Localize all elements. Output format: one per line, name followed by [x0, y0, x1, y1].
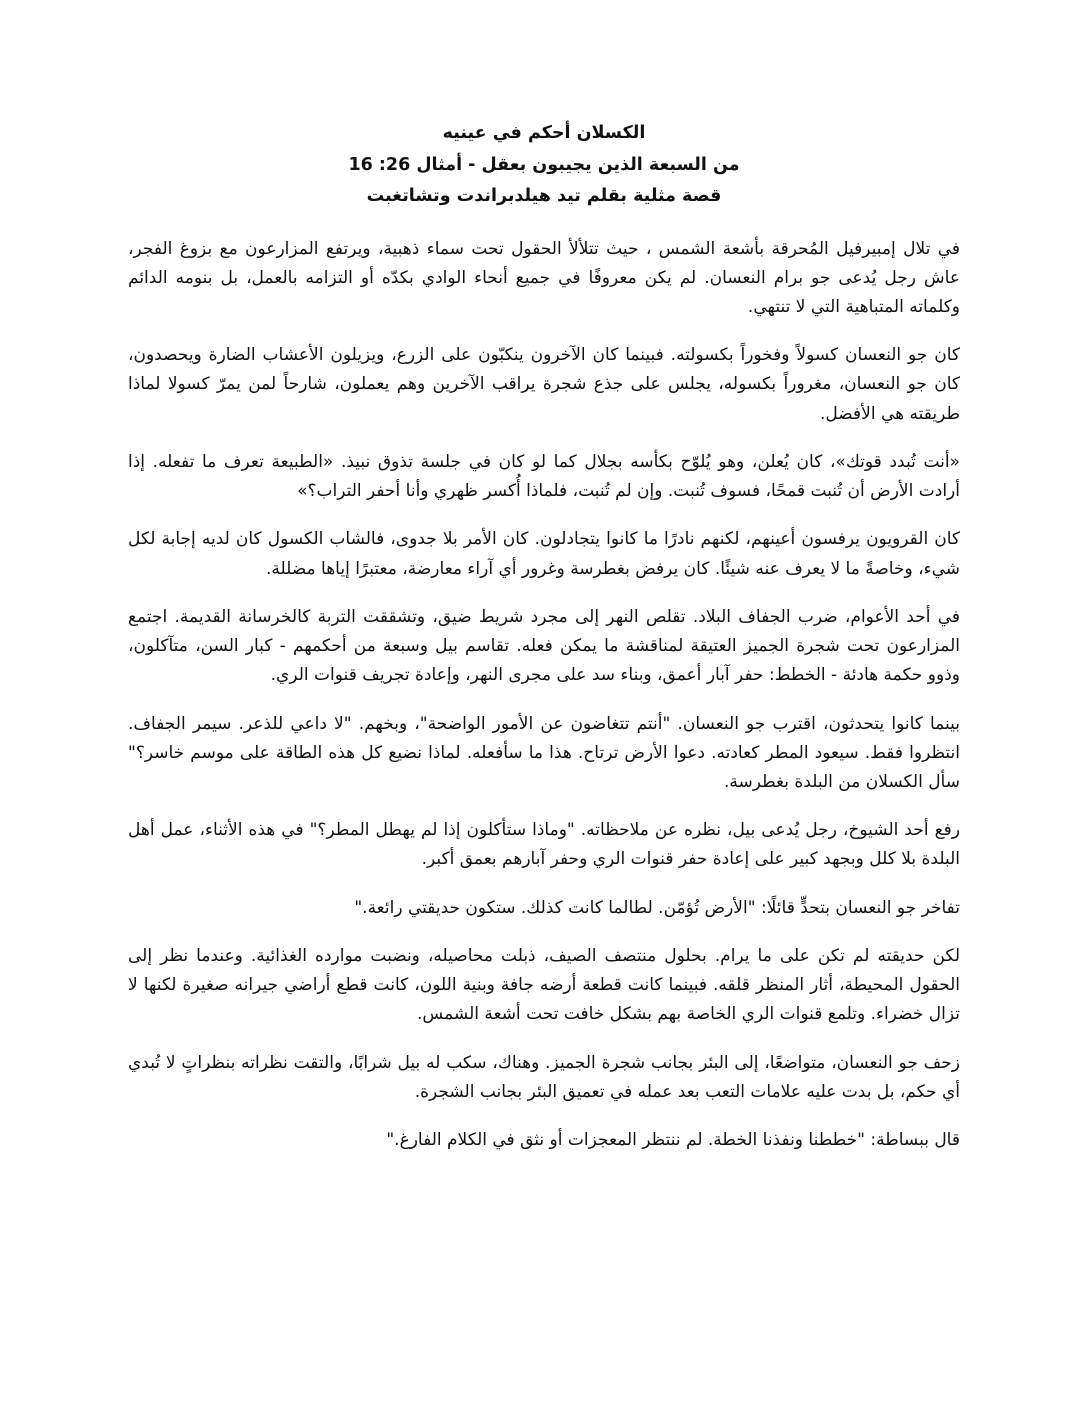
paragraph-1: في تلال إمبيرفيل المُحرقة بأشعة الشمس ، حيث تتلألأ الحقول تحت سماء ذهبية، ويرتفع المزارعون مع بزوغ الفجر، عاش رجل يُدعى جو برام النعسان. لم يكن معروفًا في جميع أنحاء الوادي بكدّه أو التزامه بالعمل، بل بنومه الدائم وكلماته المتباهية التي لا تنتهي. — [128, 238, 960, 317]
document-title: الكسلان أحكم في عينيه — [442, 123, 646, 143]
paragraph-11: قال ببساطة: "خططنا ونفذنا الخطة. لم ننتظر المعجزات أو نثق في الكلام الفارغ." — [386, 1130, 960, 1151]
paragraph-10: زحف جو النعسان، متواضعًا، إلى البئر بجانب شجرة الجميز. وهناك، سكب له بيل شرابًا، والتقت نظراته بنظراتٍ لا تُبدي أي حكم، بل بدت عليه علامات التعب بعد عمله في تعميق البئر بجانب الشجرة. — [128, 1052, 960, 1102]
paragraph-5: في أحد الأعوام، ضرب الجفاف البلاد. تقلص النهر إلى مجرد شريط ضيق، وتشققت التربة كالخرسانة القديمة. اجتمع المزارعون تحت شجرة الجميز العتيقة لمناقشة ما يمكن فعله. تقاسم بيل وسبعة من أحكمهم - كبار السن، متآكلون، وذوو حكمة هادئة - الخطط: حفر آبار أعمق، وبناء سد على مجرى النهر، وإعادة تجريف قنوات الري. — [128, 606, 960, 686]
document-byline: قصة مثلية بقلم تيد هيلدبراندت وتشاتغبت — [366, 186, 722, 206]
title-block — [128, 118, 960, 213]
paragraph-8: تفاخر جو النعسان بتحدٍّ قائلًا: "الأرض تُؤمّن. لطالما كانت كذلك. ستكون حديقتي رائعة." — [354, 897, 960, 918]
document-body — [128, 235, 960, 1156]
paragraph-6: بينما كانوا يتحدثون، اقترب جو النعسان. "أنتم تتغاضون عن الأمور الواضحة"، وبخهم. "لا داعي للذعر. سيمر الجفاف. انتظروا فقط. سيعود المطر كعادته. دعوا الأرض ترتاح. هذا ما سأفعله. لماذا نضيع كل هذه الطاقة على موسم خاسر؟" سأل الكسلان من البلدة بغطرسة. — [128, 713, 960, 793]
paragraph-2: كان جو النعسان كسولاً وفخوراً بكسولته. فبينما كان الآخرون ينكبّون على الزرع، ويزيلون الأعشاب الضارة ويحصدون، كان جو النعسان، مغروراً بكسوله، يجلس على جذع شجرة يراقب الآخرين وهم يعملون، شارحاً لمن يمرّ كسولا لماذا طريقته هي الأفضل. — [128, 345, 960, 424]
paragraph-4: كان القرويون يرفسون أعينهم، لكنهم نادرًا ما كانوا يتجادلون. كان الأمر بلا جدوى، فالشاب الكسول كان لديه إجابة لكل شيء، وخاصةً ما لا يعرف عنه شيئًا. كان يرفض بغطرسة وغرور أي آراء معارضة، معتبرًا إياها مضللة. — [128, 529, 960, 579]
paragraph-9: لكن حديقته لم تكن على ما يرام. بحلول منتصف الصيف، ذبلت محاصيله، ونضبت موارده الغذائية. وعندما نظر إلى الحقول المحيطة، أثار المنظر قلقه. فبينما كانت قطعة أرضه جافة وبنية اللون، كانت قطع أراضي جيرانه صغيرة لكنها لا تزال خضراء. وتلمع قنوات الري الخاصة بهم بشكل خافت تحت أشعة الشمس. — [128, 945, 960, 1025]
document-subtitle-verse: من السبعة الذين يجيبون بعقل - أمثال 26: 16 — [348, 154, 740, 175]
paragraph-7: رفع أحد الشيوخ، رجل يُدعى بيل، نظره عن ملاحظاته. "وماذا ستأكلون إذا لم يهطل المطر؟" في هذه الأثناء، عمل أهل البلدة بلا كلل وبجهد كبير على إعادة حفر قنوات الري وحفر آبارهم بعمق أكبر. — [128, 820, 960, 870]
paragraph-3: «أنت تُبدد قوتك»، كان يُعلن، وهو يُلوّح بكأسه بجلال كما لو كان في جلسة تذوق نبيذ. «الطبيعة تعرف ما تفعله. إذا أرادت الأرض أن تُنبت قمحًا، فسوف تُنبت. وإن لم تُنبت، فلماذا أُكسر ظهري وأنا أحفر التراب؟» — [128, 451, 960, 502]
